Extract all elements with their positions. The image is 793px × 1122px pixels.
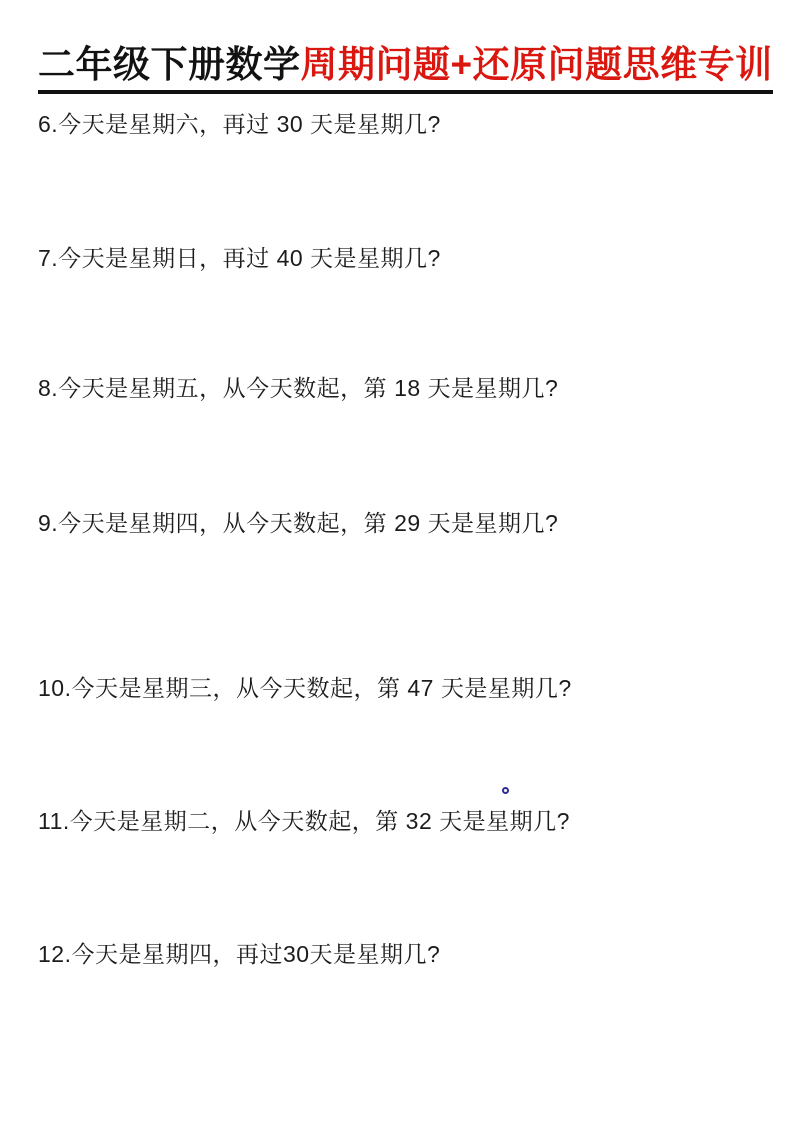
- question-12: 12.今天是星期四，再过30天是星期几?: [38, 941, 441, 967]
- question-9: 9.今天是星期四，从今天数起，第 29 天是星期几?: [38, 510, 559, 536]
- question-10: 10.今天是星期三，从今天数起，第 47 天是星期几?: [38, 675, 572, 701]
- question-8: 8.今天是星期五，从今天数起，第 18 天是星期几?: [38, 375, 559, 401]
- blue-circle-annotation-icon: [502, 787, 509, 794]
- title-black-segment: 二年级下册数学: [38, 44, 301, 85]
- question-7: 7.今天是星期日，再过 40 天是星期几?: [38, 245, 441, 271]
- title-red-segment: 周期问题+还原问题思维专训: [300, 44, 773, 85]
- worksheet-title: [38, 44, 773, 94]
- question-6: 6.今天是星期六，再过 30 天是星期几?: [38, 111, 441, 137]
- question-11: 11.今天是星期二，从今天数起，第 32 天是星期几?: [38, 808, 570, 834]
